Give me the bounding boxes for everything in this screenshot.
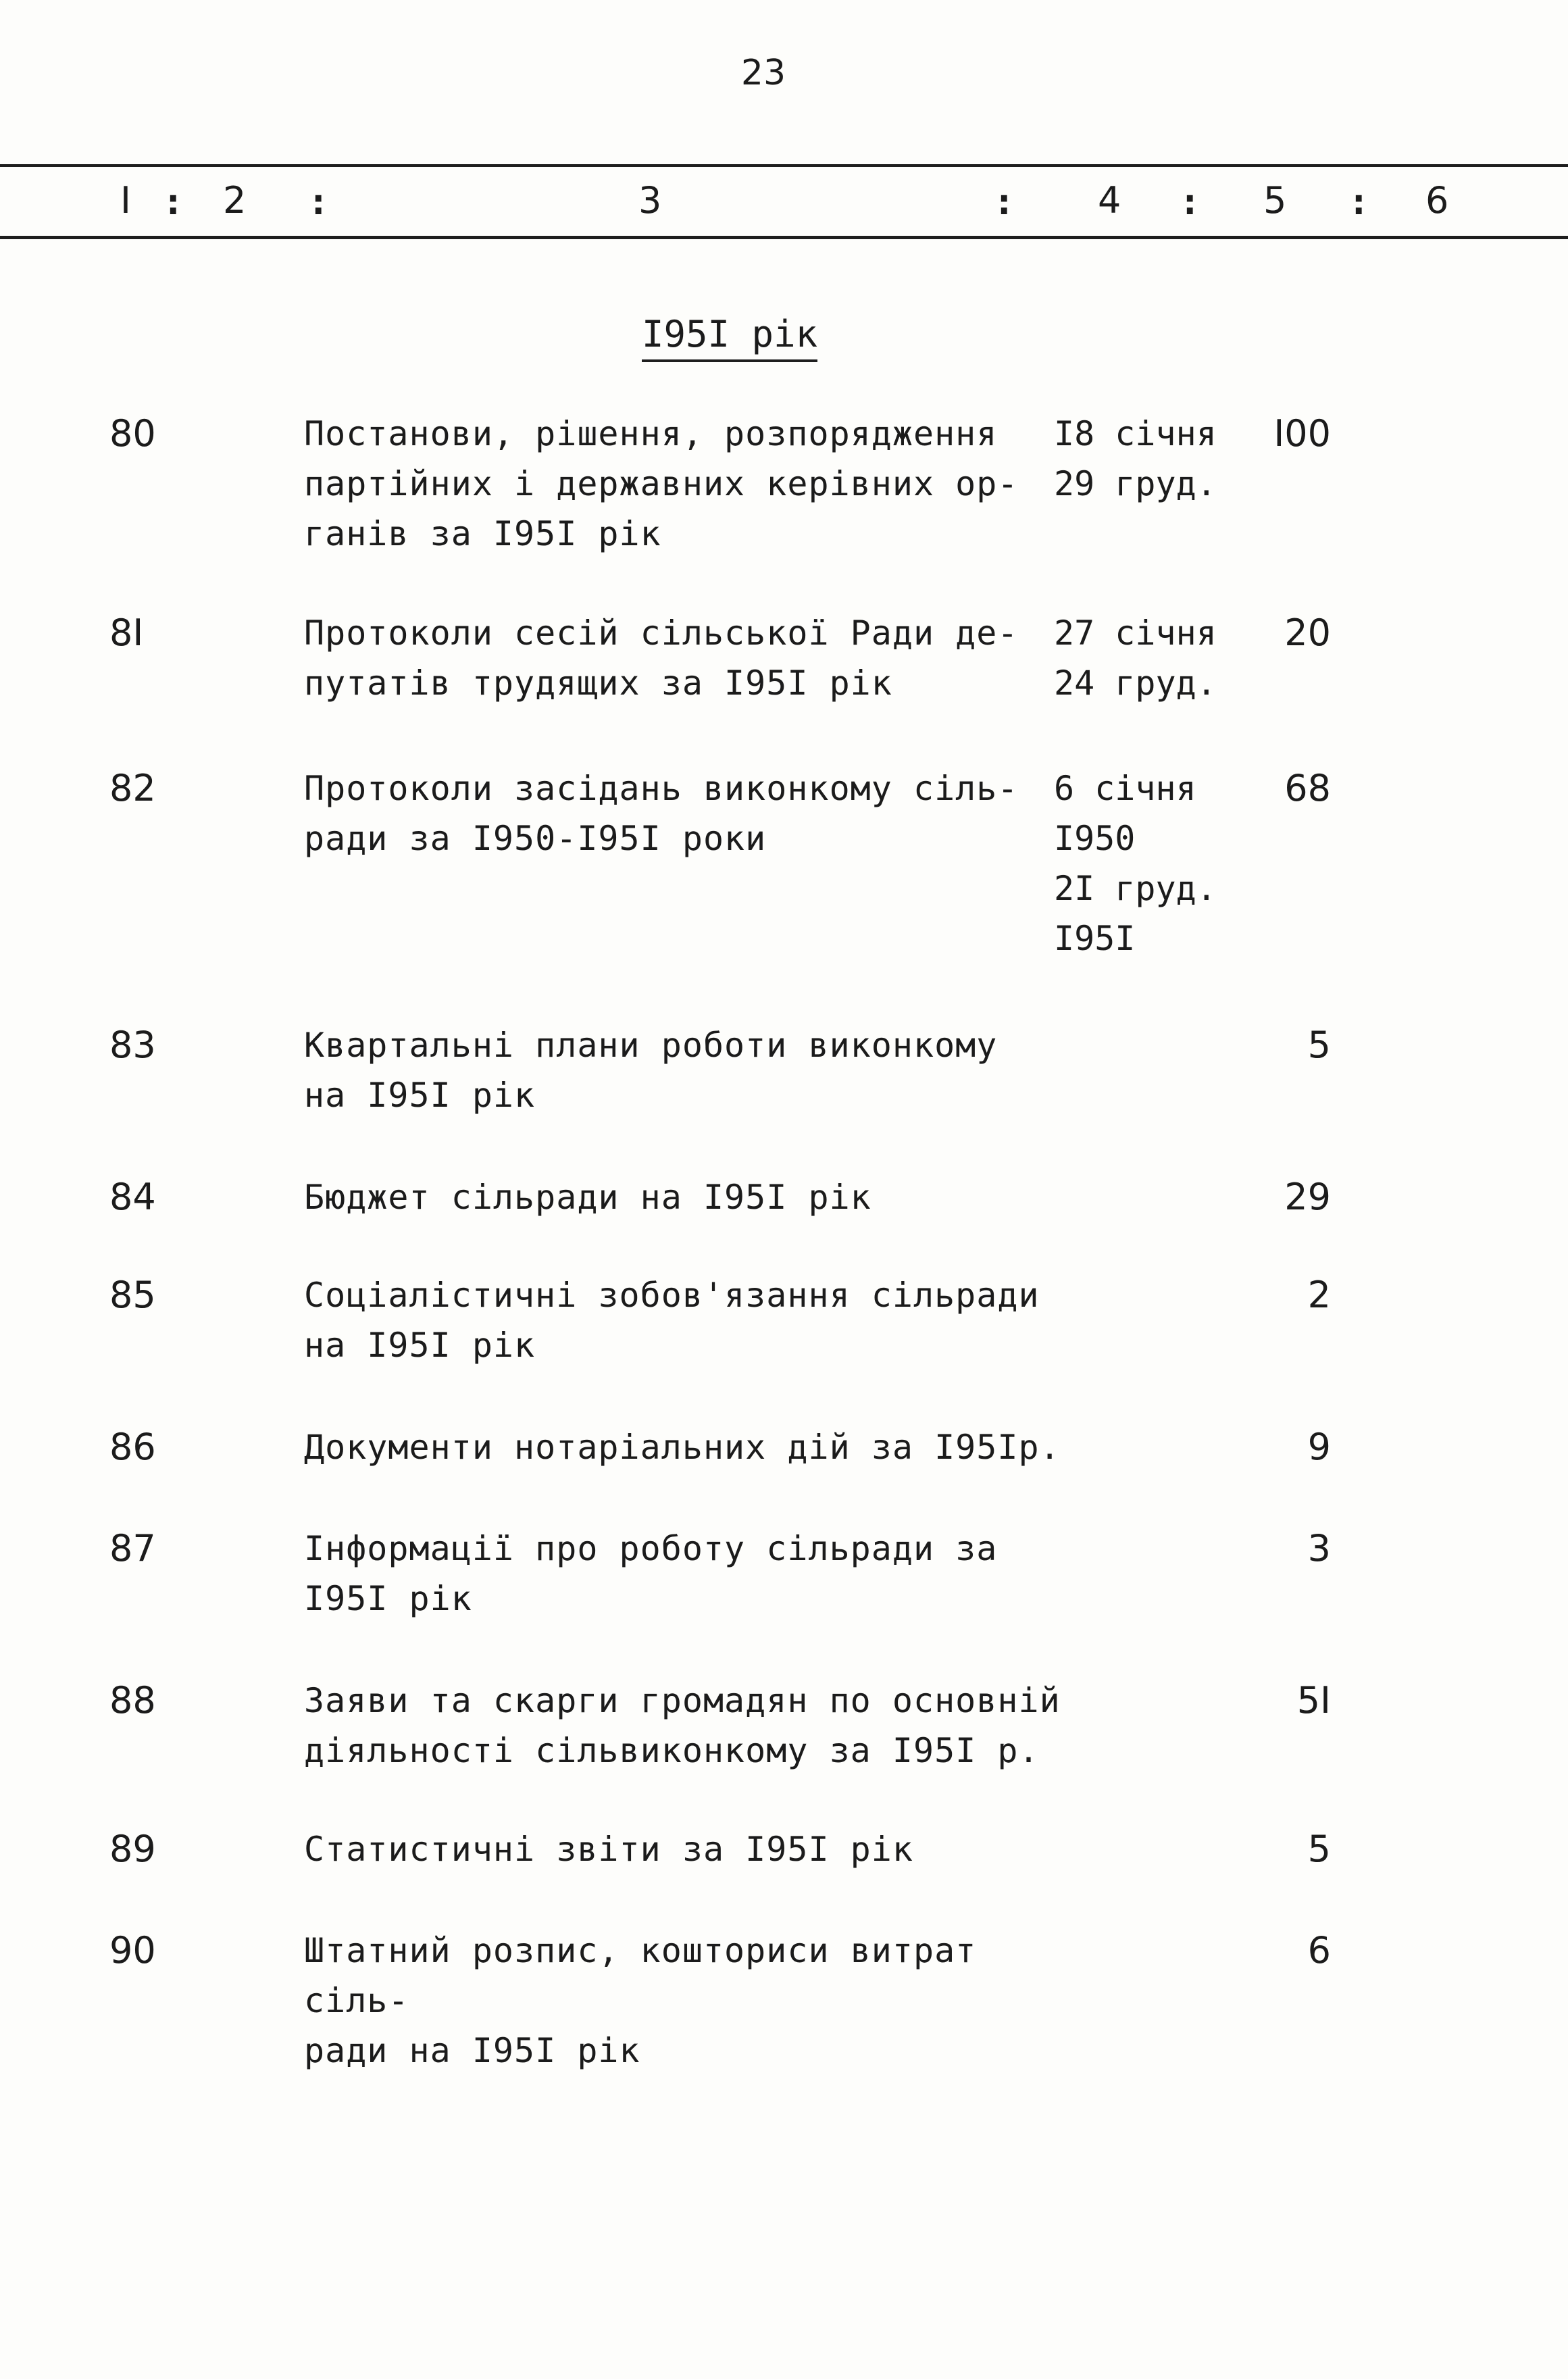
year-heading: I95I рік: [642, 311, 817, 362]
header-bottom-rule: [0, 236, 1568, 239]
row-number: 84: [109, 1176, 156, 1218]
column-header-3: 3: [638, 179, 662, 222]
row-title: Інформації про роботу сільради за I95I рік: [304, 1529, 998, 1618]
row-dates: I8 січня 29 груд.: [1054, 414, 1217, 503]
column-header-4: 4: [1098, 179, 1121, 222]
row-sheet-count: 5: [1307, 1024, 1331, 1066]
row-title: Документи нотаріальних дій за I95Iр.: [304, 1428, 1061, 1467]
row-title: Протоколи засідань виконкому сіль- ради за I950-I95I роки: [304, 769, 1019, 858]
row-sheet-count: 20: [1284, 611, 1331, 654]
row-sheet-count: 9: [1307, 1426, 1331, 1468]
row-number: 8I: [109, 611, 144, 654]
row-sheet-count: 5I: [1296, 1679, 1331, 1722]
row-number: 87: [109, 1527, 156, 1570]
row-sheet-count: 6: [1307, 1929, 1331, 1972]
column-header-6: 6: [1425, 179, 1449, 222]
column-separator: :: [1179, 180, 1201, 223]
row-sheet-count: I00: [1273, 412, 1331, 455]
row-sheet-count: 2: [1307, 1274, 1331, 1316]
column-separator: :: [307, 180, 330, 223]
row-title: Статистичні звіти за I95I рік: [304, 1830, 913, 1869]
column-separator: :: [993, 180, 1015, 223]
row-dates: 27 січня 24 груд.: [1054, 613, 1217, 703]
row-dates: 6 січня I950 2I груд. I95I: [1054, 769, 1217, 958]
row-title: Заяви та скарги громадян по основній діяльності сільвиконкому за I95I р.: [304, 1681, 1061, 1770]
header-top-rule: [0, 164, 1568, 167]
row-sheet-count: 68: [1284, 767, 1331, 809]
row-number: 85: [109, 1274, 156, 1316]
row-title: Протоколи сесій сільської Ради де- путатів трудящих за I95I рік: [304, 613, 1019, 703]
row-title: Бюджет сільради на I95I рік: [304, 1178, 871, 1217]
row-title: Квартальні плани роботи виконкому на I95I рік: [304, 1026, 998, 1115]
row-title: Постанови, рішення, розпорядження партійних і державних керівних ор- ганів за I95I рік: [304, 414, 1019, 553]
row-title: Соціалістичні зобов'язання сільради на I95I рік: [304, 1276, 1040, 1365]
column-separator: :: [162, 180, 184, 223]
row-sheet-count: 3: [1307, 1527, 1331, 1570]
column-header-1: I: [120, 179, 131, 222]
column-header-2: 2: [223, 179, 247, 222]
row-sheet-count: 5: [1307, 1828, 1331, 1870]
row-number: 89: [109, 1828, 156, 1870]
row-number: 82: [109, 767, 156, 809]
page-number: 23: [740, 53, 786, 93]
row-title: Штатний розпис, кошториси витрат сіль- ради на I95I рік: [304, 1931, 977, 2070]
row-number: 90: [109, 1929, 156, 1972]
column-header-5: 5: [1263, 179, 1287, 222]
column-separator: :: [1348, 180, 1370, 223]
row-number: 80: [109, 412, 156, 455]
row-sheet-count: 29: [1284, 1176, 1331, 1218]
row-number: 86: [109, 1426, 156, 1468]
row-number: 83: [109, 1024, 156, 1066]
row-number: 88: [109, 1679, 156, 1722]
